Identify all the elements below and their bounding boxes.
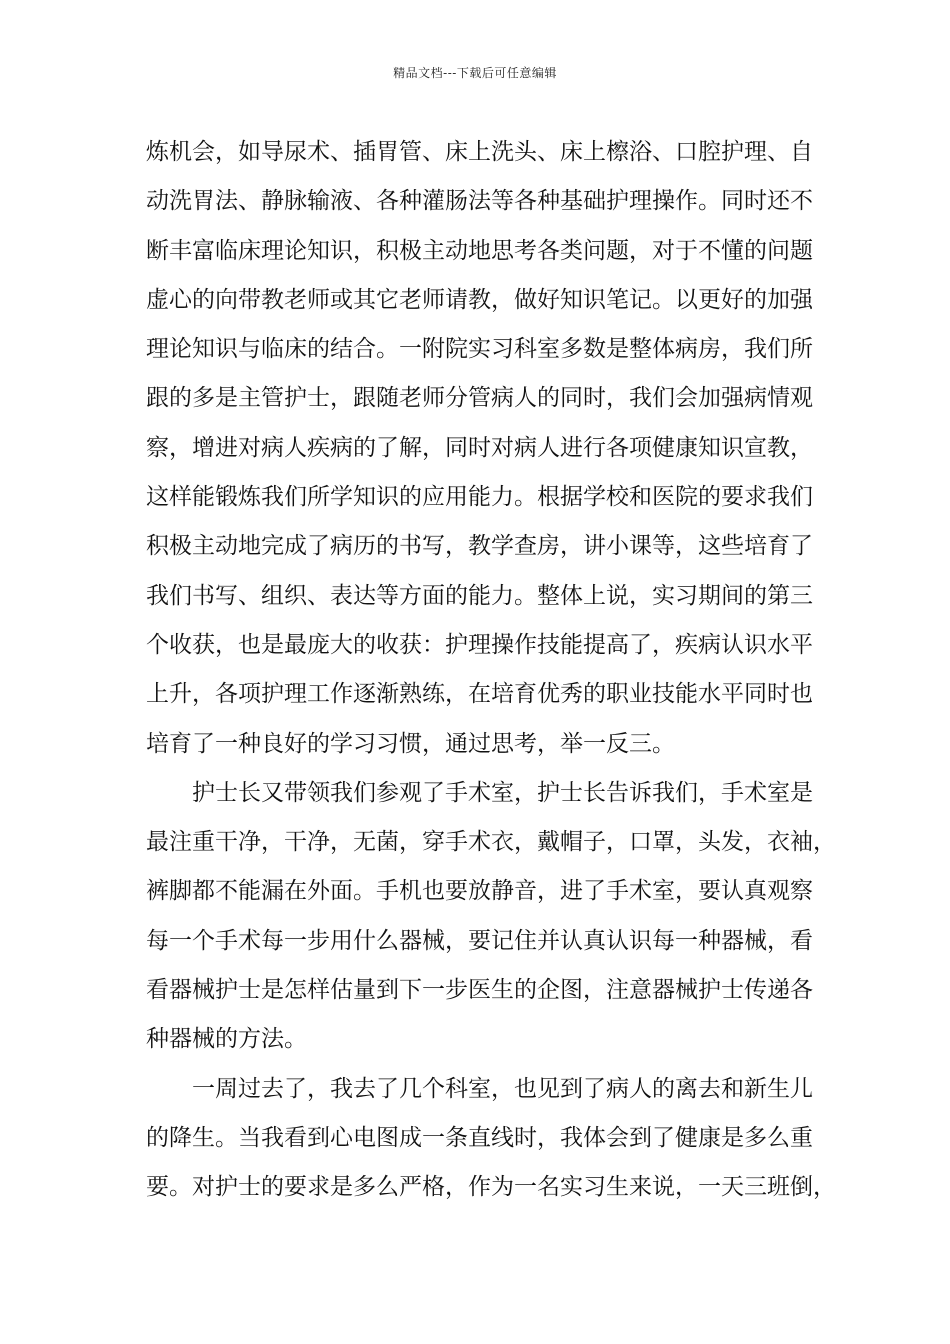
text-line: 看器械护士是怎样估量到下一步医生的企图，注意器械护士传递各 [146,977,813,1004]
text-line: 每一个手术每一步用什么器械，要记住并认真认识每一种器械，看 [146,927,813,954]
text-line: 积极主动地完成了病历的书写，教学查房，讲小课等，这些培育了 [146,533,813,560]
text-line: 虚心的向带教老师或其它老师请教，做好知识笔记。以更好的加强 [146,286,813,313]
text-line: 这样能锻炼我们所学知识的应用能力。根据学校和医院的要求我们 [146,484,813,511]
text-line: 要。对护士的要求是多么严格，作为一名实习生来说，一天三班倒， [146,1174,836,1201]
text-line: 跟的多是主管护士，跟随老师分管病人的同时，我们会加强病情观 [146,385,813,412]
text-line: 裤脚都不能漏在外面。手机也要放静音，进了手术室，要认真观察 [146,878,813,905]
text-line: 培育了一种良好的学习习惯，通过思考，举一反三。 [146,730,675,757]
text-line: 断丰富临床理论知识，积极主动地思考各类问题，对于不懂的问题 [146,237,813,264]
text-line: 最注重干净，干净，无菌，穿手术衣，戴帽子，口罩，头发，衣袖， [146,829,836,856]
text-line: 一周过去了，我去了几个科室，也见到了病人的离去和新生儿 [192,1075,813,1102]
page-header: 精品文档---下载后可任意编辑 [393,66,557,80]
document-body [146,128,836,1213]
text-line: 动洗胃法、静脉输液、各种灌肠法等各种基础护理操作。同时还不 [146,188,813,215]
text-line: 察，增进对病人疾病的了解，同时对病人进行各项健康知识宣教， [146,434,813,461]
text-line: 理论知识与临床的结合。一附院实习科室多数是整体病房，我们所 [146,336,813,363]
text-line: 个收获，也是最庞大的收获：护理操作技能提高了，疾病认识水平 [146,631,813,658]
text-line: 炼机会，如导尿术、插胃管、床上洗头、床上檫浴、口腔护理、自 [146,139,813,165]
text-line: 的降生。当我看到心电图成一条直线时，我体会到了健康是多么重 [146,1124,813,1151]
text-line: 种器械的方法。 [146,1026,307,1053]
text-line: 上升，各项护理工作逐渐熟练，在培育优秀的职业技能水平同时也 [146,681,813,708]
text-line: 护士长又带领我们参观了手术室，护士长告诉我们，手术室是 [192,779,813,806]
text-line: 我们书写、组织、表达等方面的能力。整体上说，实习期间的第三 [146,582,813,609]
